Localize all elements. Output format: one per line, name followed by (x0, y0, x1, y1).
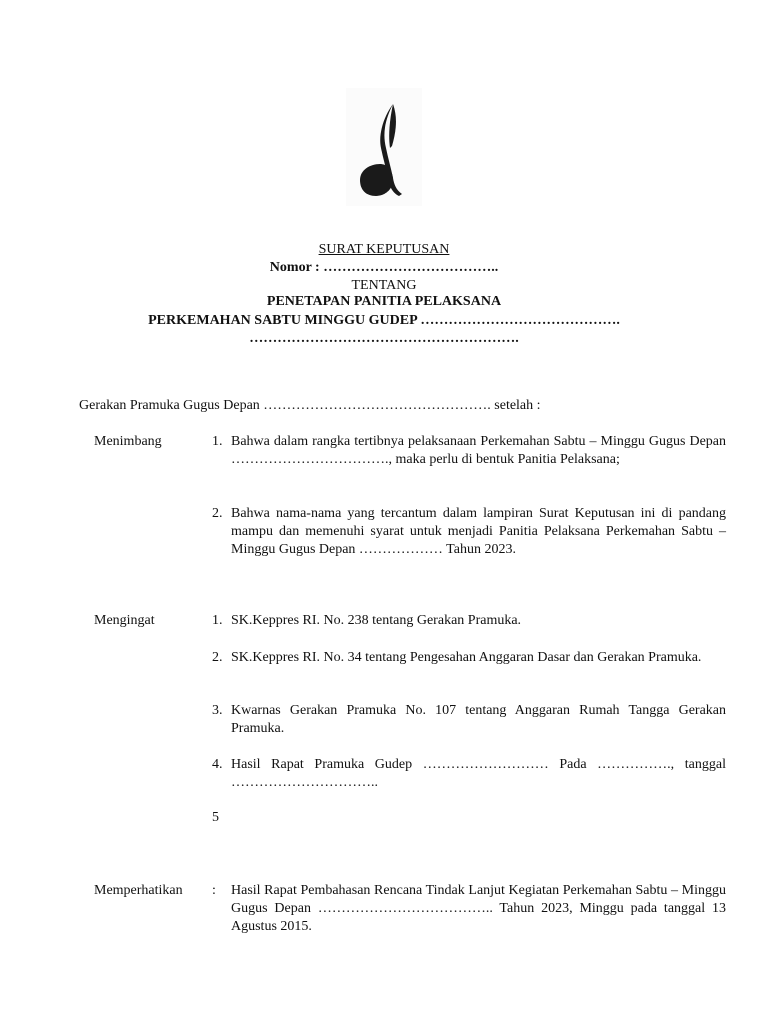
menimbang-item-1-number: 1. (212, 434, 223, 449)
menimbang-item-1-text: Bahwa dalam rangka tertibnya pelaksanaan Perkemahan Sabtu – Minggu Gugus Depan ……………………………., maka perlu di bentuk Panitia Pelaksana; (231, 434, 726, 467)
mengingat-item-3-number: 3. (212, 703, 223, 718)
subject-line-2: PERKEMAHAN SABTU MINGGU GUDEP ……………………………………. (148, 313, 620, 328)
menimbang-item-2-number: 2. (212, 506, 223, 521)
mengingat-item-2-text: SK.Keppres RI. No. 34 tentang Pengesahan Anggaran Dasar dan Gerakan Pramuka. (231, 650, 702, 665)
mengingat-item-1-number: 1. (212, 613, 223, 628)
mengingat-item-1-text: SK.Keppres RI. No. 238 tentang Gerakan Pramuka. (231, 613, 522, 628)
mengingat-item-4-text: Hasil Rapat Pramuka Gudep ……………………… Pada ……………., tanggal ………………………….. (231, 757, 726, 790)
mengingat-item-3-text: Kwarnas Gerakan Pramuka No. 107 tentang Anggaran Rumah Tangga Gerakan Pramuka. (231, 703, 726, 736)
subject-line-3: …………………………………………………. (249, 331, 519, 346)
menimbang-label: Menimbang (94, 434, 162, 449)
mengingat-label: Mengingat (94, 613, 155, 628)
menimbang-item-2-text: Bahwa nama-nama yang tercantum dalam lampiran Surat Keputusan ini di pandang mampu dan memenuhi syarat untuk menjadi Panitia Pelaksana Perkemahan Sabtu – Minggu Gugus Depan ……………… Tahun 2023. (231, 506, 726, 557)
document-number: Nomor : ……………………………….. (269, 260, 499, 275)
document-title: SURAT KEPUTUSAN (318, 242, 450, 257)
tunas-kelapa-icon (346, 88, 422, 206)
memperhatikan-text: Hasil Rapat Pembahasan Rencana Tindak Lanjut Kegiatan Perkemahan Sabtu – Minggu Gugus Depan ……………………………….. Tahun 2023, Minggu pada tanggal 13 Agustus 2015. (231, 883, 726, 934)
mengingat-item-2-number: 2. (212, 650, 223, 665)
subject-line-1: PENETAPAN PANITIA PELAKSANA (266, 294, 502, 309)
mengingat-item-4-number: 4. (212, 757, 223, 772)
scout-emblem-logo (346, 88, 422, 206)
memperhatikan-label: Memperhatikan (94, 883, 183, 898)
tentang-label: TENTANG (351, 278, 417, 293)
intro-line: Gerakan Pramuka Gugus Depan …………………………………………. setelah : (79, 398, 541, 413)
memperhatikan-colon: : (212, 883, 216, 898)
mengingat-item-5-number: 5 (212, 810, 219, 825)
